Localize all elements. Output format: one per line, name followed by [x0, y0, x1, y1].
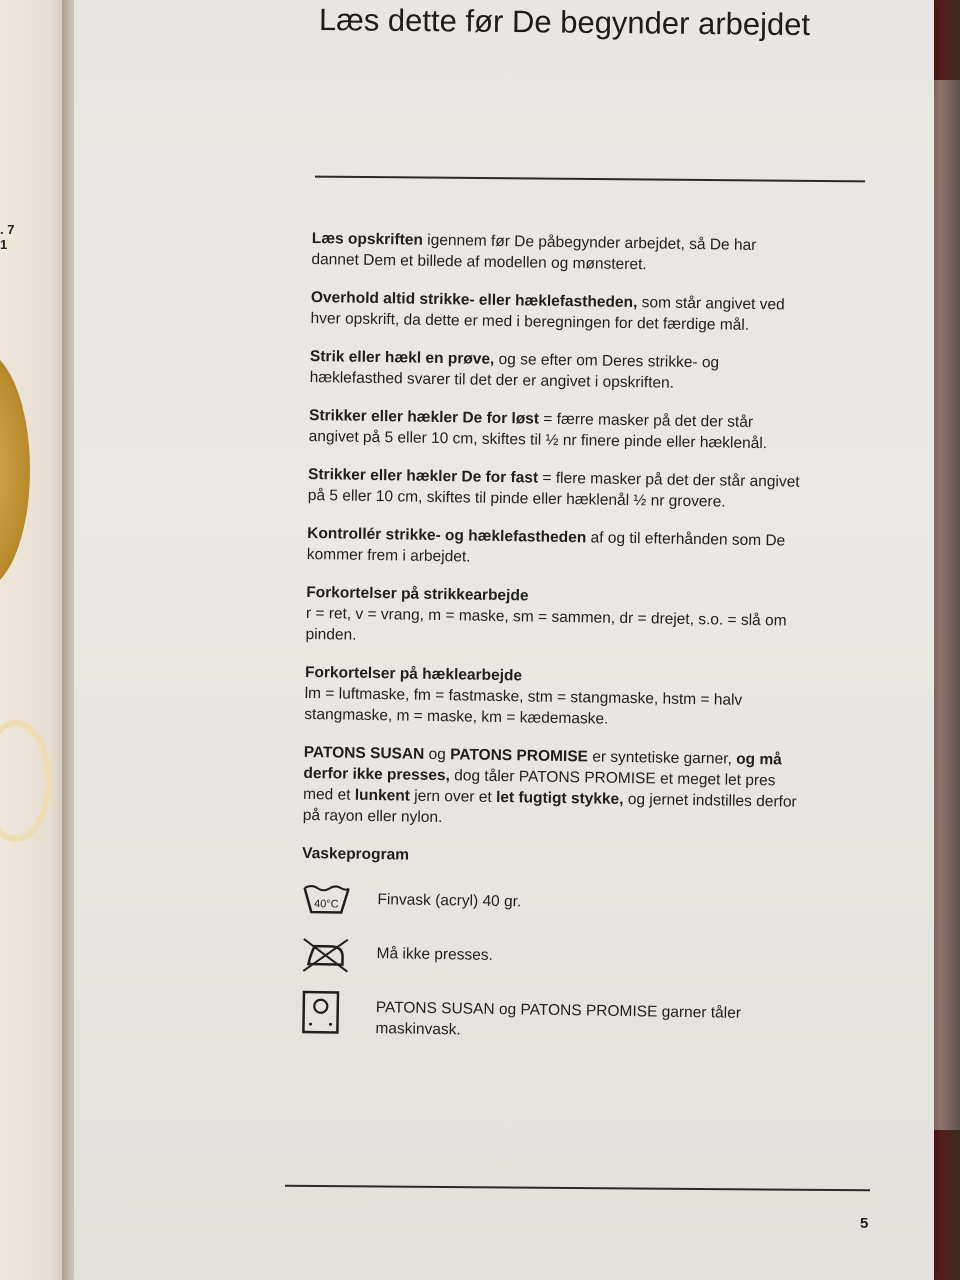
paragraph-lead: Kontrollér strikke- og hæklefastheden: [307, 524, 587, 547]
paragraph-lead: Strikker eller hækler De for løst: [308, 406, 540, 428]
paragraph-text: af og til efterhånden som De kommer frem i arbejdet.: [306, 529, 786, 566]
abbreviations-crochet-text: lm = luftmaske, fm = fastmaske, stm = stangmaske, hstm = halv stangmaske, m = maske, km = kædemaske.: [304, 684, 743, 728]
wash-temperature-label: 40°C: [313, 898, 339, 911]
page-number: 5: [860, 1215, 869, 1232]
wash-item-text: PATONS SUSAN og PATONS PROMISE garner tåler maskinvask.: [375, 999, 742, 1039]
paragraph-text: = færre masker på det der står angivet på 5 eller 10 cm, skiftes til ½ nr finere pinde eller hæklenål.: [308, 410, 768, 453]
decorative-curve: [0, 720, 52, 842]
abbreviations-knitting: [305, 582, 801, 653]
yarn-name: PATONS SUSAN: [303, 743, 425, 763]
damp-cloth-emphasis: let fugtigt stykke,: [495, 788, 624, 808]
wash-item-text: Finvask (acryl) 40 gr.: [377, 891, 522, 911]
paragraph-lead: Overhold altid strikke- eller hæklefastheden,: [310, 288, 638, 312]
abbreviations-knitting-heading: Forkortelser på strikkearbejde: [306, 583, 529, 605]
paragraph-patons-yarn: [303, 742, 799, 834]
left-page-edge: [0, 0, 70, 1280]
wash-item-machine-wash: [299, 990, 795, 1046]
wash-item-no-iron: [300, 936, 796, 982]
paragraph-lead: Strik eller hækl en prøve,: [309, 347, 495, 368]
paragraph-text: jern over et: [409, 787, 497, 806]
paragraph-gauge: [310, 287, 806, 337]
abbreviations-knitting-text: r = ret, v = vrang, m = maske, sm = sammen, dr = drejet, s.o. = slå om pinden.: [305, 604, 787, 644]
paragraph-too-tight: [308, 464, 804, 514]
paragraph-text: = flere masker på det der står angivet på 5 eller 10 cm, skiftes til pinde eller hæklenål ½ nr grovere.: [307, 469, 800, 511]
paragraph-check-gauge: [307, 523, 803, 573]
wash-item-fine-wash: [301, 882, 797, 928]
machine-wash-icon: [299, 990, 350, 1035]
wash-item-text: Må ikke presses.: [376, 945, 494, 964]
paragraph-text: igennem før De påbegynder arbejdet, så De har dannet Dem et billede af modellen og mønsteret.: [311, 231, 757, 274]
abbreviations-crochet-heading: Forkortelser på hæklearbejde: [304, 663, 523, 685]
left-page-margin-text: . 7 1: [0, 222, 15, 252]
paragraph-text: dog tåler PATONS PROMISE et meget let pres med et: [302, 767, 776, 804]
no-iron-icon: [300, 936, 351, 975]
paragraph-text: og se efter om Deres strikke- og hæklefasthed svarer til det der er angivet i opskriften.: [309, 350, 720, 392]
paragraph-swatch: [309, 346, 805, 396]
paragraph-read-pattern: [311, 228, 807, 278]
yarn-name: PATONS PROMISE: [450, 746, 589, 766]
paragraph-text: og jernet indstilles derfor på rayon eller nylon.: [302, 790, 797, 827]
page-title: Læs dette før De begynder arbejdet: [318, 2, 811, 43]
paragraph-text: og: [424, 745, 451, 764]
wash-program-heading: Vaskeprogram: [302, 844, 410, 864]
paragraph-lead: Læs opskriften: [311, 229, 424, 249]
paragraph-text: er syntetiske garner,: [587, 748, 737, 768]
wash-40-icon: [301, 882, 352, 921]
no-press-warning: og må derfor ikke presses,: [303, 750, 782, 785]
lukewarm-emphasis: lunkent: [354, 786, 411, 805]
paragraph-too-loose: [309, 405, 805, 455]
paragraph-lead: Strikker eller hækler De for fast: [307, 465, 539, 487]
instructions-content: [299, 228, 807, 1062]
abbreviations-crochet: [304, 662, 800, 733]
paragraph-text: som står angivet ved hver opskrift, da dette er med i beregningen for det færdige mål.: [310, 294, 785, 334]
gold-disc-image: [0, 350, 30, 590]
